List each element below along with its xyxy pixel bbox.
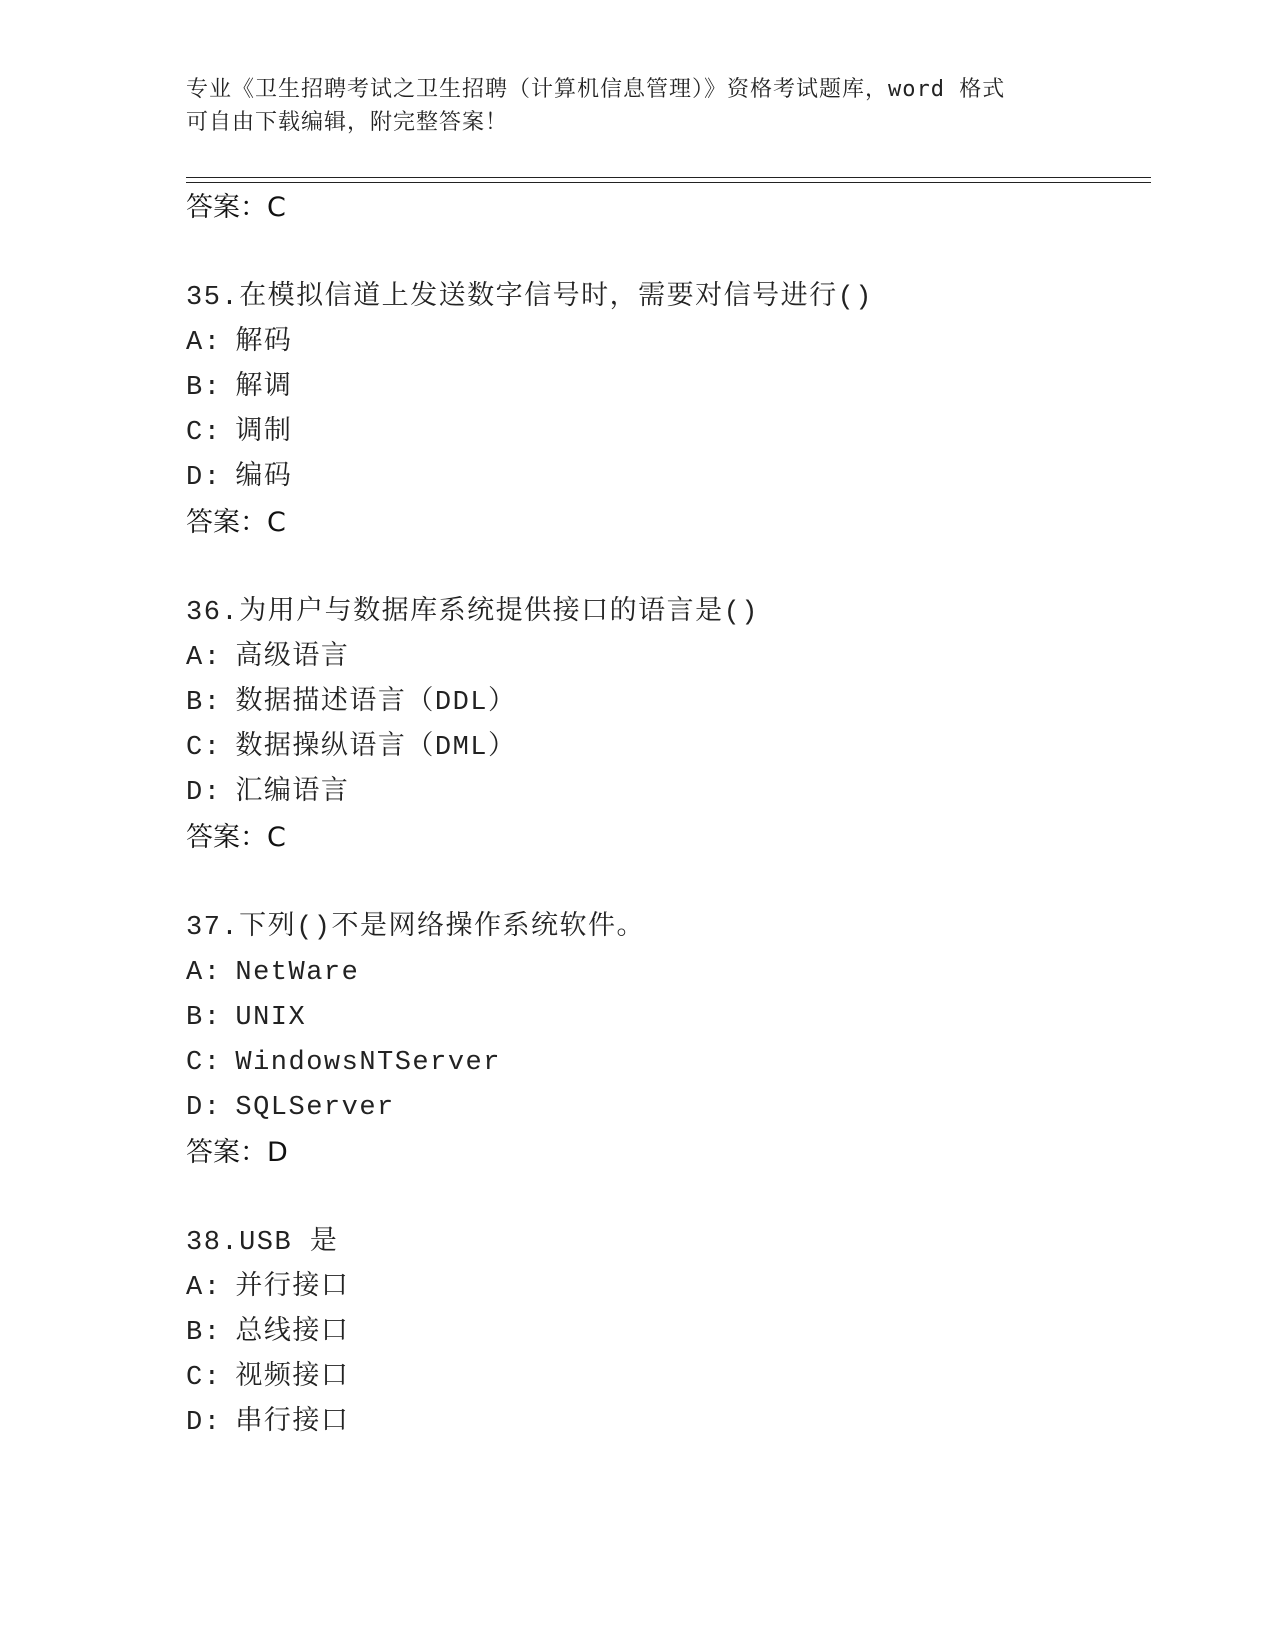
option-d (186, 456, 1146, 501)
option-separator: : (203, 778, 222, 808)
question-stem: 38.USB 是 (186, 1228, 339, 1258)
option-letter: A (186, 958, 204, 988)
option-letter: A (186, 643, 204, 673)
option-text: 数据描述语言（DDL） (235, 688, 517, 718)
option-separator: : (203, 1048, 222, 1078)
question-stem: 36.为用户与数据库系统提供接口的语言是() (186, 598, 760, 628)
option-letter: C (186, 1048, 204, 1078)
option-text: SQLServer (235, 1093, 395, 1123)
option-letter: D (186, 1093, 204, 1123)
option-a (186, 951, 1146, 996)
option-letter: D (186, 1408, 204, 1438)
option-text: 串行接口 (235, 1408, 350, 1438)
question-item (186, 906, 1146, 1175)
option-a (186, 321, 1146, 366)
option-letter: D (186, 463, 204, 493)
option-separator: : (203, 1003, 222, 1033)
header-line-2: 可自由下载编辑，附完整答案！ (186, 110, 509, 135)
option-c (186, 1356, 1146, 1401)
option-separator: : (203, 463, 222, 493)
option-text: 调制 (235, 418, 293, 448)
option-separator: : (203, 328, 222, 358)
option-text: 并行接口 (235, 1273, 350, 1303)
option-separator: : (203, 1273, 222, 1303)
option-separator: : (203, 958, 222, 988)
option-letter: B (186, 1003, 204, 1033)
option-text: 数据操纵语言（DML） (235, 733, 517, 763)
option-text: 解调 (235, 373, 293, 403)
option-b (186, 1311, 1146, 1356)
option-separator: : (203, 373, 222, 403)
option-separator: : (203, 733, 222, 763)
option-letter: C (186, 418, 204, 448)
option-separator: : (203, 643, 222, 673)
option-letter: B (186, 688, 204, 718)
option-b (186, 996, 1146, 1041)
option-separator: : (203, 1408, 222, 1438)
option-letter: D (186, 778, 204, 808)
option-text: 视频接口 (235, 1363, 350, 1393)
question-stem: 35.在模拟信道上发送数字信号时，需要对信号进行() (186, 283, 874, 313)
question-item (186, 276, 1146, 545)
question-item (186, 1221, 1146, 1446)
header-line-1: 专业《卫生招聘考试之卫生招聘（计算机信息管理）》资格考试题库，word 格式 (186, 77, 1006, 102)
option-c (186, 411, 1146, 456)
answer-line: 答案：C (186, 507, 286, 538)
option-d (186, 771, 1146, 816)
header-divider-top (186, 177, 1151, 178)
question-stem: 37.下列()不是网络操作系统软件。 (186, 913, 646, 943)
option-separator: : (203, 688, 222, 718)
option-letter: A (186, 328, 204, 358)
option-text: 解码 (235, 328, 293, 358)
answer-line: 答案：C (186, 822, 286, 853)
option-separator: : (203, 1318, 222, 1348)
option-b (186, 366, 1146, 411)
option-text: 高级语言 (235, 643, 350, 673)
answer-line: 答案：D (186, 1137, 288, 1168)
option-text: UNIX (235, 1003, 307, 1033)
option-text: 汇编语言 (235, 778, 350, 808)
question-item (186, 591, 1146, 860)
option-d (186, 1086, 1146, 1131)
option-a (186, 1266, 1146, 1311)
option-letter: C (186, 733, 204, 763)
option-d (186, 1401, 1146, 1446)
option-letter: A (186, 1273, 204, 1303)
header-divider-bottom (186, 182, 1151, 183)
option-separator: : (203, 1363, 222, 1393)
option-letter: B (186, 373, 204, 403)
option-letter: B (186, 1318, 204, 1348)
option-separator: : (203, 1093, 222, 1123)
document-header (186, 73, 1086, 139)
option-text: 编码 (235, 463, 293, 493)
question-list (186, 186, 1146, 1446)
option-separator: : (203, 418, 222, 448)
option-text: NetWare (235, 958, 360, 988)
option-c (186, 726, 1146, 771)
option-text: WindowsNTServer (235, 1048, 501, 1078)
option-text: 总线接口 (235, 1318, 350, 1348)
answer-line: 答案：C (186, 192, 286, 223)
option-c (186, 1041, 1146, 1086)
option-b (186, 681, 1146, 726)
option-letter: C (186, 1363, 204, 1393)
option-a (186, 636, 1146, 681)
